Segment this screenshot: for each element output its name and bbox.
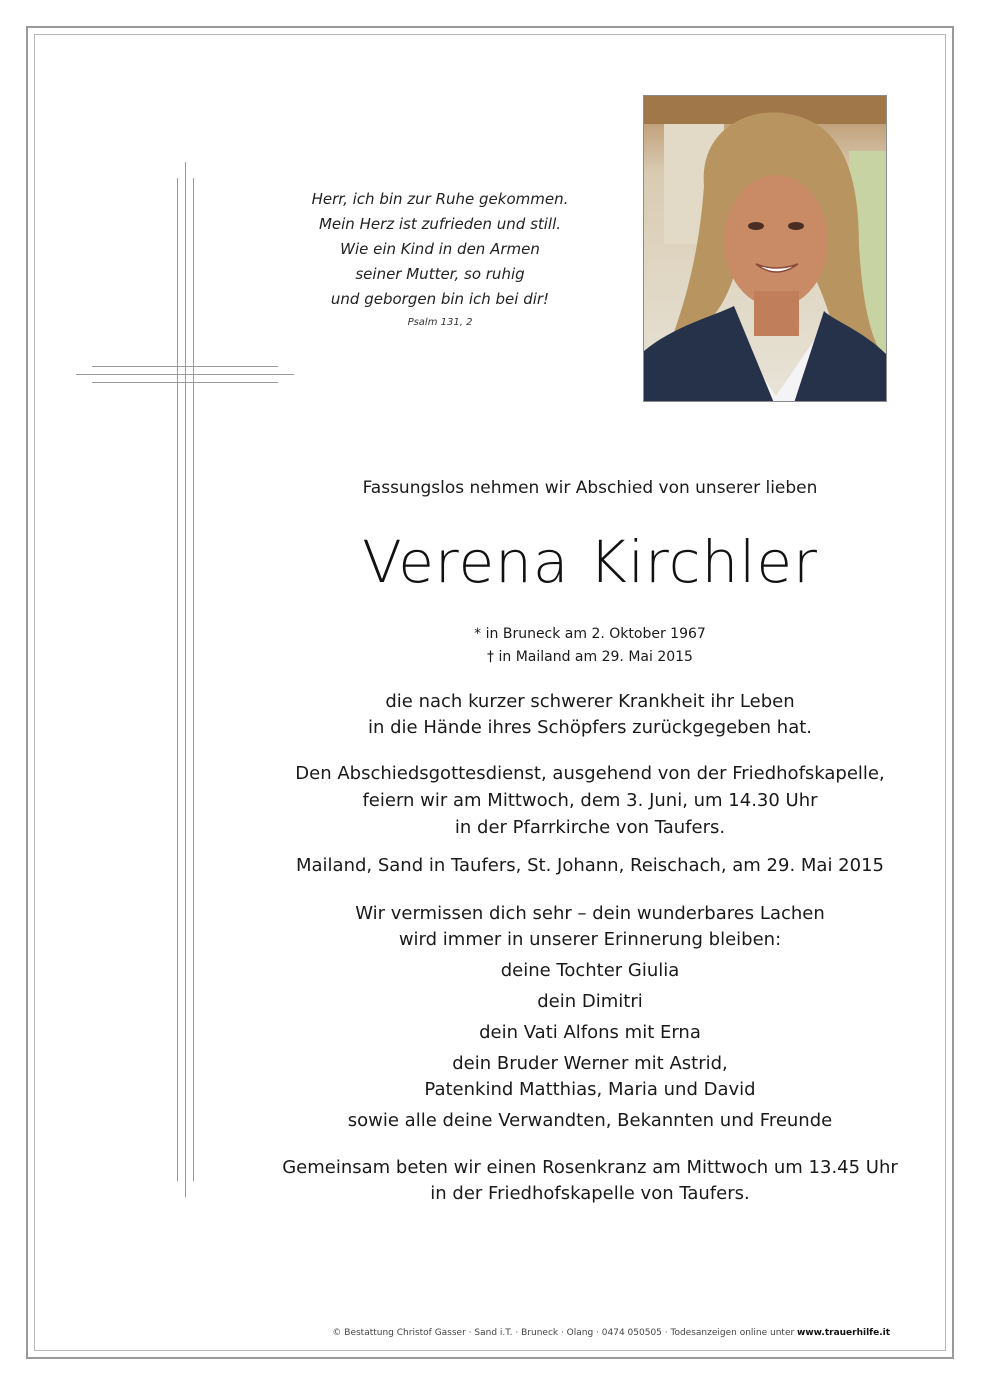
verse-line: und geborgen bin ich bei dir! (330, 290, 550, 308)
text-line: die nach kurzer schwerer Krankheit ihr Leben (385, 691, 795, 712)
verse-line: seiner Mutter, so ruhig (355, 265, 525, 283)
text-line: wird immer in unserer Erinnerung bleiben: (398, 929, 782, 950)
death-date: † in Mailand am 29. Mai 2015 (487, 649, 693, 665)
birth-date: * in Bruneck am 2. Oktober 1967 (474, 626, 706, 642)
intro-text: Fassungslos nehmen wir Abschied von unserer lieben (362, 478, 818, 498)
relative-line: Patenkind Matthias, Maria und David (424, 1079, 756, 1100)
verse-reference: Psalm 131, 2 (407, 317, 473, 328)
paragraph-remembrance (240, 901, 940, 953)
relative-line: deine Tochter Giulia (500, 960, 680, 981)
text-line: Gemeinsam beten wir einen Rosenkranz am Mittwoch um 13.45 Uhr (282, 1157, 898, 1178)
footer-text: © Bestattung Christof Gasser · Sand i.T. · Bruneck · Olang · 0474 050505 · Todesanzeigen online unter (332, 1328, 798, 1338)
deceased-name: Verena Kirchler (362, 528, 818, 596)
footer-credits (240, 1328, 890, 1338)
text-line: Wir vermissen dich sehr – dein wunderbares Lachen (355, 903, 825, 924)
portrait-photo (643, 95, 887, 402)
place-date: Mailand, Sand in Taufers, St. Johann, Reischach, am 29. Mai 2015 (295, 855, 884, 876)
life-dates (240, 623, 940, 669)
text-line: in der Friedhofskapelle von Taufers. (430, 1183, 750, 1204)
verse-line: Mein Herz ist zufrieden und still. (318, 215, 562, 233)
footer-link[interactable]: www.trauerhilfe.it (797, 1328, 890, 1338)
verse-line: Wie ein Kind in den Armen (340, 240, 540, 258)
text-line: in der Pfarrkirche von Taufers. (454, 817, 726, 838)
paragraph-service (240, 760, 940, 841)
text-line: feiern wir am Mittwoch, dem 3. Juni, um 14.30 Uhr (362, 790, 818, 811)
relative-line: dein Dimitri (537, 991, 643, 1012)
relative-line: sowie alle deine Verwandten, Bekannten und Freunde (347, 1110, 833, 1131)
text-line: Den Abschiedsgottesdienst, ausgehend von der Friedhofskapelle, (295, 763, 885, 784)
paragraph-passing (240, 689, 940, 741)
psalm-verse (280, 187, 600, 312)
relative-line: dein Vati Alfons mit Erna (479, 1022, 701, 1043)
text-line: in die Hände ihres Schöpfers zurückgegeben hat. (367, 717, 813, 738)
verse-line: Herr, ich bin zur Ruhe gekommen. (311, 190, 569, 208)
paragraph-rosary (240, 1155, 940, 1207)
relative-line: dein Bruder Werner mit Astrid, (452, 1053, 728, 1074)
